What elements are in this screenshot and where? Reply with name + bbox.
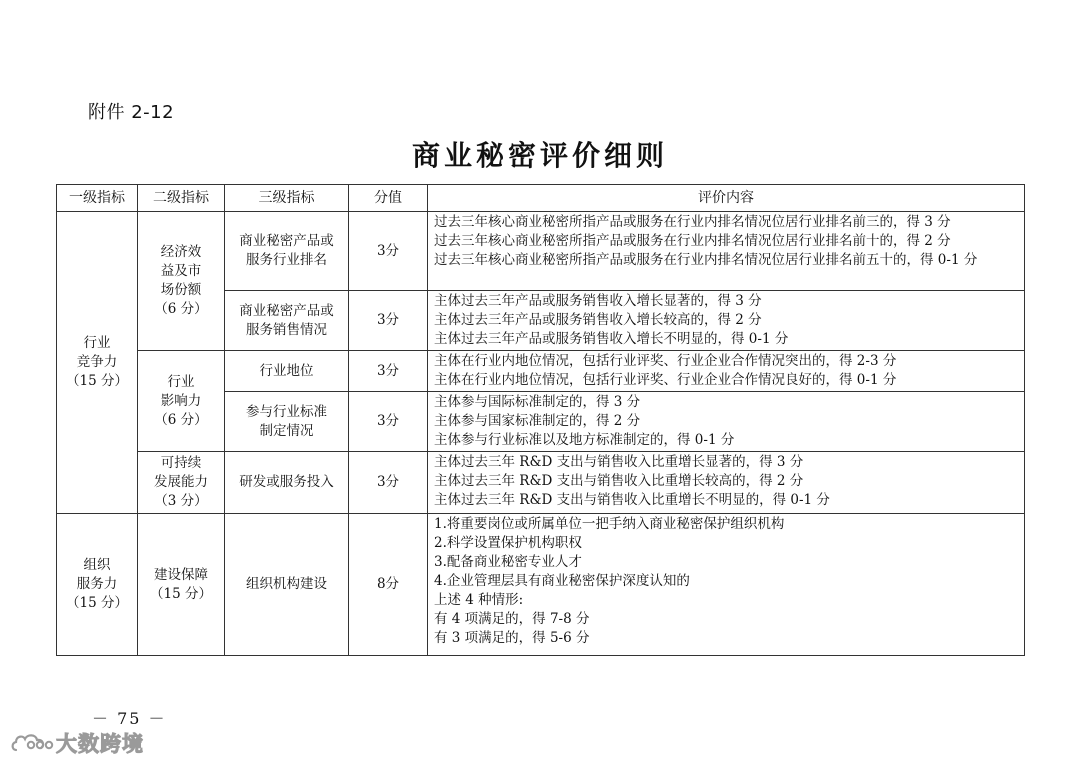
watermark-text: 大数跨境 xyxy=(56,732,144,756)
level3-industry-position: 行业地位 xyxy=(225,351,349,392)
content-cell: 主体参与国际标准制定的，得 3 分 主体参与国家标准制定的，得 2 分 主体参与行业标准以及地方标准制定的，得 0-1 分 xyxy=(428,392,1025,452)
header-content: 评价内容 xyxy=(428,185,1025,212)
table-row xyxy=(57,514,1025,656)
header-level2: 二级指标 xyxy=(138,185,225,212)
level2-sustainable-development: 可持续 发展能力 （3 分） xyxy=(138,452,225,514)
header-level1: 一级指标 xyxy=(57,185,138,212)
table-row xyxy=(57,351,1025,392)
level2-industry-influence: 行业 影响力 （6 分） xyxy=(138,351,225,452)
page-title: 商业秘密评价细则 xyxy=(411,139,668,172)
level2-economic-benefit: 经济效 益及市 场份额 （6 分） xyxy=(138,212,225,351)
content-cell: 过去三年核心商业秘密所指产品或服务在行业内排名情况位居行业排名前三的，得 3 分 过去三年核心商业秘密所指产品或服务在行业内排名情况位居行业排名前十的，得 2 分 过去三年核心商业秘密所指产品或服务在行业内排名情况位居行业排名前五十的，得 0-1 分 xyxy=(428,212,1025,291)
evaluation-table xyxy=(56,184,1025,656)
score-cell: 8分 xyxy=(349,514,428,656)
header-score: 分值 xyxy=(349,185,428,212)
table-header-row xyxy=(57,185,1025,212)
content-cell: 主体过去三年产品或服务销售收入增长显著的，得 3 分 主体过去三年产品或服务销售收入增长较高的，得 2 分 主体过去三年产品或服务销售收入增长不明显的，得 0-1 分 xyxy=(428,291,1025,351)
score-cell: 3分 xyxy=(349,291,428,351)
cloud-eye-logo-icon xyxy=(10,730,54,756)
level3-product-ranking: 商业秘密产品或 服务行业排名 xyxy=(225,212,349,291)
level1-industry-competitiveness: 行业 竞争力 （15 分） xyxy=(57,212,138,514)
level3-organization-building: 组织机构建设 xyxy=(225,514,349,656)
score-cell: 3分 xyxy=(349,392,428,452)
level1-organization-service: 组织 服务力 （15 分） xyxy=(57,514,138,656)
level3-rd-investment: 研发或服务投入 xyxy=(225,452,349,514)
header-level3: 三级指标 xyxy=(225,185,349,212)
score-cell: 3分 xyxy=(349,351,428,392)
watermark xyxy=(10,728,144,758)
attachment-label: 附件 2-12 xyxy=(88,102,175,123)
content-cell: 1.将重要岗位或所属单位一把手纳入商业秘密保护组织机构 2.科学设置保护机构职权 3.配备商业秘密专业人才 4.企业管理层具有商业秘密保护深度认知的 上述 4 种情形: 有 4 项满足的，得 7-8 分 有 3 项满足的，得 5-6 分 xyxy=(428,514,1025,656)
table-row xyxy=(57,212,1025,291)
level2-construction-guarantee: 建设保障 （15 分） xyxy=(138,514,225,656)
content-cell: 主体在行业内地位情况，包括行业评奖、行业企业合作情况突出的，得 2-3 分 主体在行业内地位情况，包括行业评奖、行业企业合作情况良好的，得 0-1 分 xyxy=(428,351,1025,392)
level3-standard-setting: 参与行业标准 制定情况 xyxy=(225,392,349,452)
level3-sales-status: 商业秘密产品或 服务销售情况 xyxy=(225,291,349,351)
content-cell: 主体过去三年 R&D 支出与销售收入比重增长显著的，得 3 分 主体过去三年 R&D 支出与销售收入比重增长较高的，得 2 分 主体过去三年 R&D 支出与销售收入比重增长不明显的，得 0-1 分 xyxy=(428,452,1025,514)
page-number: － 75 － xyxy=(92,709,167,728)
table-row xyxy=(57,452,1025,514)
score-cell: 3分 xyxy=(349,452,428,514)
score-cell: 3分 xyxy=(349,212,428,291)
